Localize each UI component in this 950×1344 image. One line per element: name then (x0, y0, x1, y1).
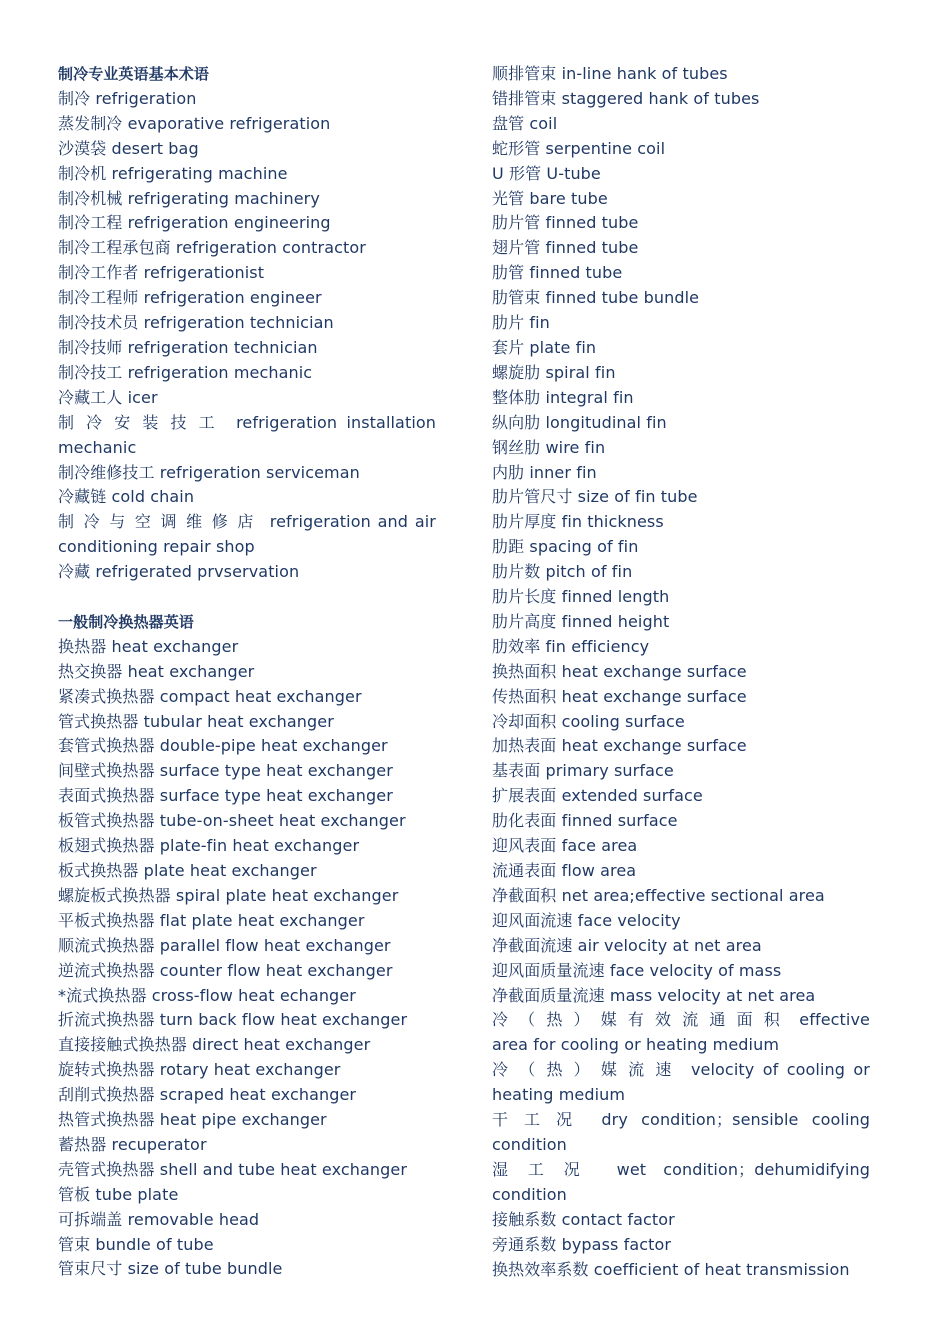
glossary-term: 热管式换热器 heat pipe exchanger (58, 1110, 327, 1130)
glossary-term: 直接接触式换热器 direct heat exchanger (58, 1035, 371, 1055)
glossary-term: 间壁式换热器 surface type heat exchanger (58, 761, 393, 781)
glossary-term: 制冷工程师 refrigeration engineer (58, 288, 322, 308)
glossary-term: 制冷安装技工 refrigeration installation mechanic (58, 412, 436, 457)
glossary-term: 净截面流速 air velocity at net area (492, 935, 762, 955)
glossary-term: 平板式换热器 flat plate heat exchanger (58, 910, 365, 930)
glossary-term: 制冷工作者 refrigerationist (58, 263, 265, 283)
glossary-term: 管式换热器 tubular heat exchanger (58, 711, 334, 731)
glossary-term: 折流式换热器 turn back flow heat exchanger (58, 1010, 408, 1030)
glossary-term: 表面式换热器 surface type heat exchanger (58, 786, 393, 806)
glossary-term: 净截面积 net area;effective sectional area (492, 885, 825, 905)
glossary-term: 管板 tube plate (58, 1184, 179, 1204)
term-chinese: 干工况 (492, 1110, 589, 1130)
glossary-term: 制冷 refrigeration (58, 88, 197, 108)
glossary-term: 制冷工程承包商 refrigeration contractor (58, 238, 366, 258)
glossary-term: 迎风面流速 face velocity (492, 910, 681, 930)
glossary-term: 肋管 finned tube (492, 263, 623, 283)
glossary-term: 冷藏链 cold chain (58, 487, 195, 507)
glossary-term: 制冷技工 refrigeration mechanic (58, 362, 313, 382)
glossary-term: 冷（热）媒有效流通面积 effective area for cooling or heating medium (492, 1010, 870, 1055)
glossary-term: 冷藏工人 icer (58, 387, 158, 407)
glossary-term: 肋片厚度 fin thickness (492, 512, 664, 532)
glossary-term: 肋片 fin (492, 313, 550, 333)
term-chinese: 冷（热）媒流速 (492, 1060, 683, 1080)
glossary-term: 钢丝肋 wire fin (492, 437, 606, 457)
glossary-term: 肋片高度 finned height (492, 611, 670, 631)
glossary-term: 翅片管 finned tube (492, 238, 639, 258)
glossary-term: 肋片管尺寸 size of fin tube (492, 487, 698, 507)
glossary-term: 冷（热）媒流速 velocity of cooling or heating medium (492, 1060, 870, 1105)
glossary-term: 肋效率 fin efficiency (492, 636, 650, 656)
glossary-term: 肋片长度 finned length (492, 587, 670, 607)
glossary-term: 蒸发制冷 evaporative refrigeration (58, 113, 331, 133)
glossary-term: 肋片数 pitch of fin (492, 562, 633, 582)
glossary-term: U 形管 U-tube (492, 163, 601, 183)
glossary-term: 干工况 dry condition；sensible cooling condition (492, 1110, 870, 1154)
glossary-term: 肋化表面 finned surface (492, 811, 678, 831)
glossary-term: 湿工况 wet condition；dehumidifying condition (492, 1159, 870, 1204)
glossary-term: 接触系数 contact factor (492, 1209, 675, 1229)
glossary-term: 净截面质量流速 mass velocity at net area (492, 985, 816, 1005)
glossary-term: 纵向肋 longitudinal fin (492, 412, 667, 432)
glossary-term: 加热表面 heat exchange surface (492, 736, 747, 756)
glossary-term: 制冷机械 refrigerating machinery (58, 188, 320, 208)
glossary-term: 螺旋肋 spiral fin (492, 362, 616, 382)
right-column (492, 62, 870, 1282)
glossary-term: 刮削式换热器 scraped heat exchanger (58, 1085, 357, 1105)
glossary-term: 板式换热器 plate heat exchanger (58, 860, 317, 880)
glossary-term: 蓄热器 recuperator (58, 1134, 207, 1154)
glossary-term: 制冷与空调维修店 refrigeration and air conditioning repair shop (58, 512, 436, 557)
glossary-term: 肋距 spacing of fin (492, 537, 639, 557)
glossary-term: 基表面 primary surface (492, 761, 674, 781)
glossary-term: 板翅式换热器 plate-fin heat exchanger (58, 836, 360, 856)
term-chinese: 制冷安装技工 (58, 412, 227, 432)
section-heading: 一般制冷换热器英语 (58, 612, 194, 631)
glossary-term: 紧凑式换热器 compact heat exchanger (58, 686, 362, 706)
glossary-term: 制冷工程 refrigeration engineering (58, 213, 331, 233)
glossary-term: 流通表面 flow area (492, 861, 637, 880)
glossary-term: 冷却面积 cooling surface (492, 711, 685, 731)
glossary-term: 制冷维修技工 refrigeration serviceman (58, 462, 360, 482)
glossary-term: 盘管 coil (492, 113, 558, 133)
glossary-term: 制冷技师 refrigeration technician (58, 337, 318, 357)
glossary-term: 制冷技术员 refrigeration technician (58, 313, 334, 333)
glossary-term: 旋转式换热器 rotary heat exchanger (58, 1060, 341, 1080)
glossary-term: 换热面积 heat exchange surface (492, 661, 747, 681)
glossary-term: 可拆端盖 removable head (58, 1209, 260, 1229)
term-chinese: 湿工况 (492, 1159, 600, 1179)
glossary-term: 螺旋板式换热器 spiral plate heat exchanger (58, 885, 399, 905)
glossary-term: 管束 bundle of tube (58, 1234, 214, 1254)
glossary-term: 旁通系数 bypass factor (492, 1234, 672, 1254)
glossary-term: 肋管束 finned tube bundle (492, 288, 700, 308)
glossary-term: 制冷机 refrigerating machine (58, 163, 288, 183)
glossary-term: *流式换热器 cross-flow heat echanger (58, 985, 356, 1005)
glossary-term: 套管式换热器 double-pipe heat exchanger (58, 736, 388, 756)
term-chinese: 冷（热）媒有效流通面积 (492, 1010, 791, 1030)
glossary-term: 沙漠袋 desert bag (58, 138, 199, 158)
glossary-term: 顺流式换热器 parallel flow heat exchanger (58, 935, 391, 955)
glossary-term: 顺排管束 in-line hank of tubes (492, 64, 728, 83)
glossary-term: 光管 bare tube (492, 188, 608, 208)
glossary-term: 蛇形管 serpentine coil (492, 138, 666, 158)
glossary-term: 传热面积 heat exchange surface (492, 686, 747, 706)
glossary-term: 错排管束 staggered hank of tubes (492, 88, 760, 108)
section-heading: 制冷专业英语基本术语 (58, 65, 210, 83)
glossary-term: 逆流式换热器 counter flow heat exchanger (58, 960, 393, 980)
glossary-term: 板管式换热器 tube-on-sheet heat exchanger (58, 811, 406, 831)
term-chinese: 制冷与空调维修店 (58, 512, 263, 532)
glossary-term: 换热器 heat exchanger (58, 636, 239, 656)
glossary-term: 整体肋 integral fin (492, 387, 634, 407)
left-column (58, 62, 436, 1282)
glossary-term: 壳管式换热器 shell and tube heat exchanger (58, 1159, 408, 1179)
glossary-term: 套片 plate fin (492, 337, 597, 357)
glossary-term: 冷藏 refrigerated prvservation (58, 562, 300, 582)
glossary-term: 管束尺寸 size of tube bundle (58, 1259, 283, 1279)
glossary-term: 扩展表面 extended surface (492, 786, 703, 806)
blank-line (58, 585, 436, 610)
glossary-term: 肋片管 finned tube (492, 213, 639, 233)
glossary-term: 换热效率系数 coefficient of heat transmission (492, 1259, 850, 1279)
glossary-term: 迎风面质量流速 face velocity of mass (492, 960, 782, 980)
glossary-term: 内肋 inner fin (492, 462, 597, 482)
glossary-term: 迎风表面 face area (492, 836, 638, 856)
glossary-term: 热交换器 heat exchanger (58, 661, 255, 681)
